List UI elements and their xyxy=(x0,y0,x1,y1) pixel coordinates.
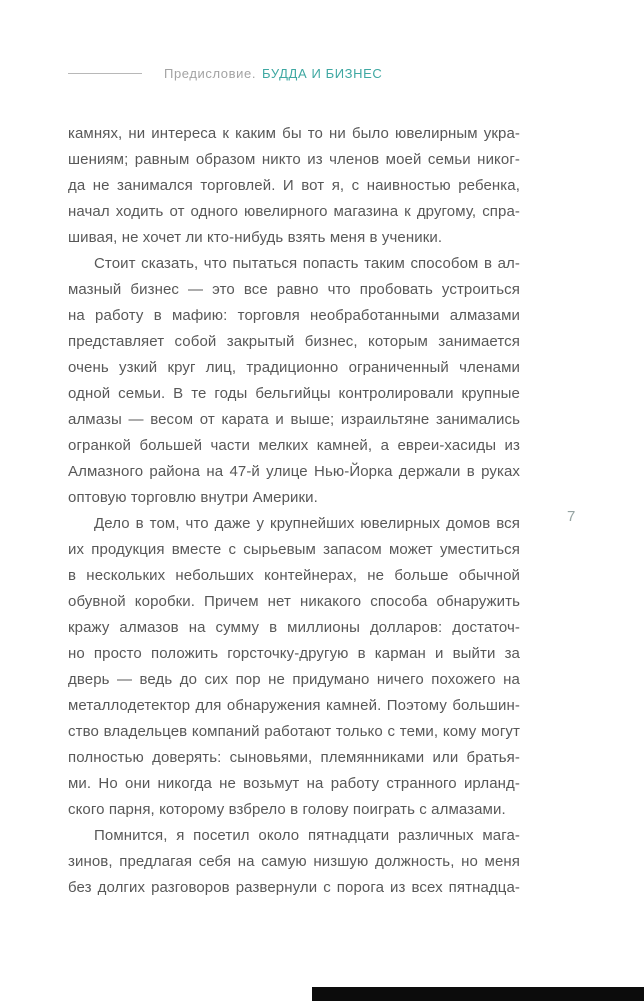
text-line: шивая, не хочет ли кто-нибудь взять меня в ученики. xyxy=(68,229,443,246)
text-line: Стоит сказать, что пытаться попасть таким способом в ал- xyxy=(94,255,520,272)
text-line: на работу в мафию: торговля необработанными алмазами xyxy=(68,307,520,324)
text-line: мазный бизнес — это все равно что пробовать устроиться xyxy=(68,281,520,298)
text-line: шениям; равным образом никто из членов моей семьи никог- xyxy=(68,151,520,168)
text-line: ского парня, которому взбрело в голову поиграть с алмазами. xyxy=(68,801,506,818)
text-line: ство владельцев компаний работают только с теми, кому могут xyxy=(68,723,520,740)
text-line: камнях, ни интереса к каким бы то ни было ювелирным укра- xyxy=(68,125,520,142)
text-line: кражу алмазов на сумму в миллионы долларов: достаточ- xyxy=(68,619,520,636)
text-line: их продукция вместе с сырьевым запасом может уместиться xyxy=(68,541,520,558)
text-line: алмазы — весом от карата и выше; израильтяне занимались xyxy=(68,411,520,428)
text-line: очень узкий круг лиц, традиционно ограниченный членами xyxy=(68,359,520,376)
text-line: без долгих разговоров развернули с порога из всех пятнадца- xyxy=(68,879,520,896)
text-line: ми. Но они никогда не возьмут на работу странного ирланд- xyxy=(68,775,520,792)
footer-black-bar xyxy=(312,987,644,1001)
text-line: Дело в том, что даже у крупнейших ювелирных домов вся xyxy=(94,515,520,532)
text-line: оптовую торговлю внутри Америки. xyxy=(68,489,318,506)
text-line: в нескольких небольших контейнерах, не больше обычной xyxy=(68,567,520,584)
text-line: да не занимался торговлей. И вот я, с наивностью ребенка, xyxy=(68,177,520,194)
text-line: Помнится, я посетил около пятнадцати различных мага- xyxy=(94,827,520,844)
text-line: начал ходить от одного ювелирного магазина к другому, спра- xyxy=(68,203,520,220)
text-line: огранкой большей части мелких камней, а евреи-хасиды из xyxy=(68,437,520,454)
body-text xyxy=(68,121,520,901)
paragraph xyxy=(68,511,520,823)
paragraph xyxy=(68,251,520,511)
header-book-title: БУДДА И БИЗНЕС xyxy=(262,66,383,81)
page-number: 7 xyxy=(567,508,576,525)
text-line: обувной коробки. Причем нет никакого способа обнаружить xyxy=(68,593,520,610)
text-line: металлодетектор для обнаружения камней. Поэтому большин- xyxy=(68,697,520,714)
paragraph xyxy=(68,121,520,251)
text-line: зинов, предлагая себя на самую низшую должность, но меня xyxy=(68,853,520,870)
text-line: полностью доверять: сыновьями, племянниками или братья- xyxy=(68,749,520,766)
header-section-label: Предисловие. xyxy=(164,66,257,81)
text-line: Алмазного района на 47-й улице Нью-Йорка держали в руках xyxy=(68,463,520,480)
text-line: одной семьи. В те годы бельгийцы контролировали крупные xyxy=(68,385,520,402)
paragraph xyxy=(68,823,520,901)
text-line: дверь — ведь до сих пор не придумано ничего похожего на xyxy=(68,671,520,688)
page-header xyxy=(68,66,584,81)
text-line: но просто положить горсточку-другую в карман и выйти за xyxy=(68,645,520,662)
header-rule xyxy=(68,73,142,74)
text-line: представляет собой закрытый бизнес, которым занимается xyxy=(68,333,520,350)
